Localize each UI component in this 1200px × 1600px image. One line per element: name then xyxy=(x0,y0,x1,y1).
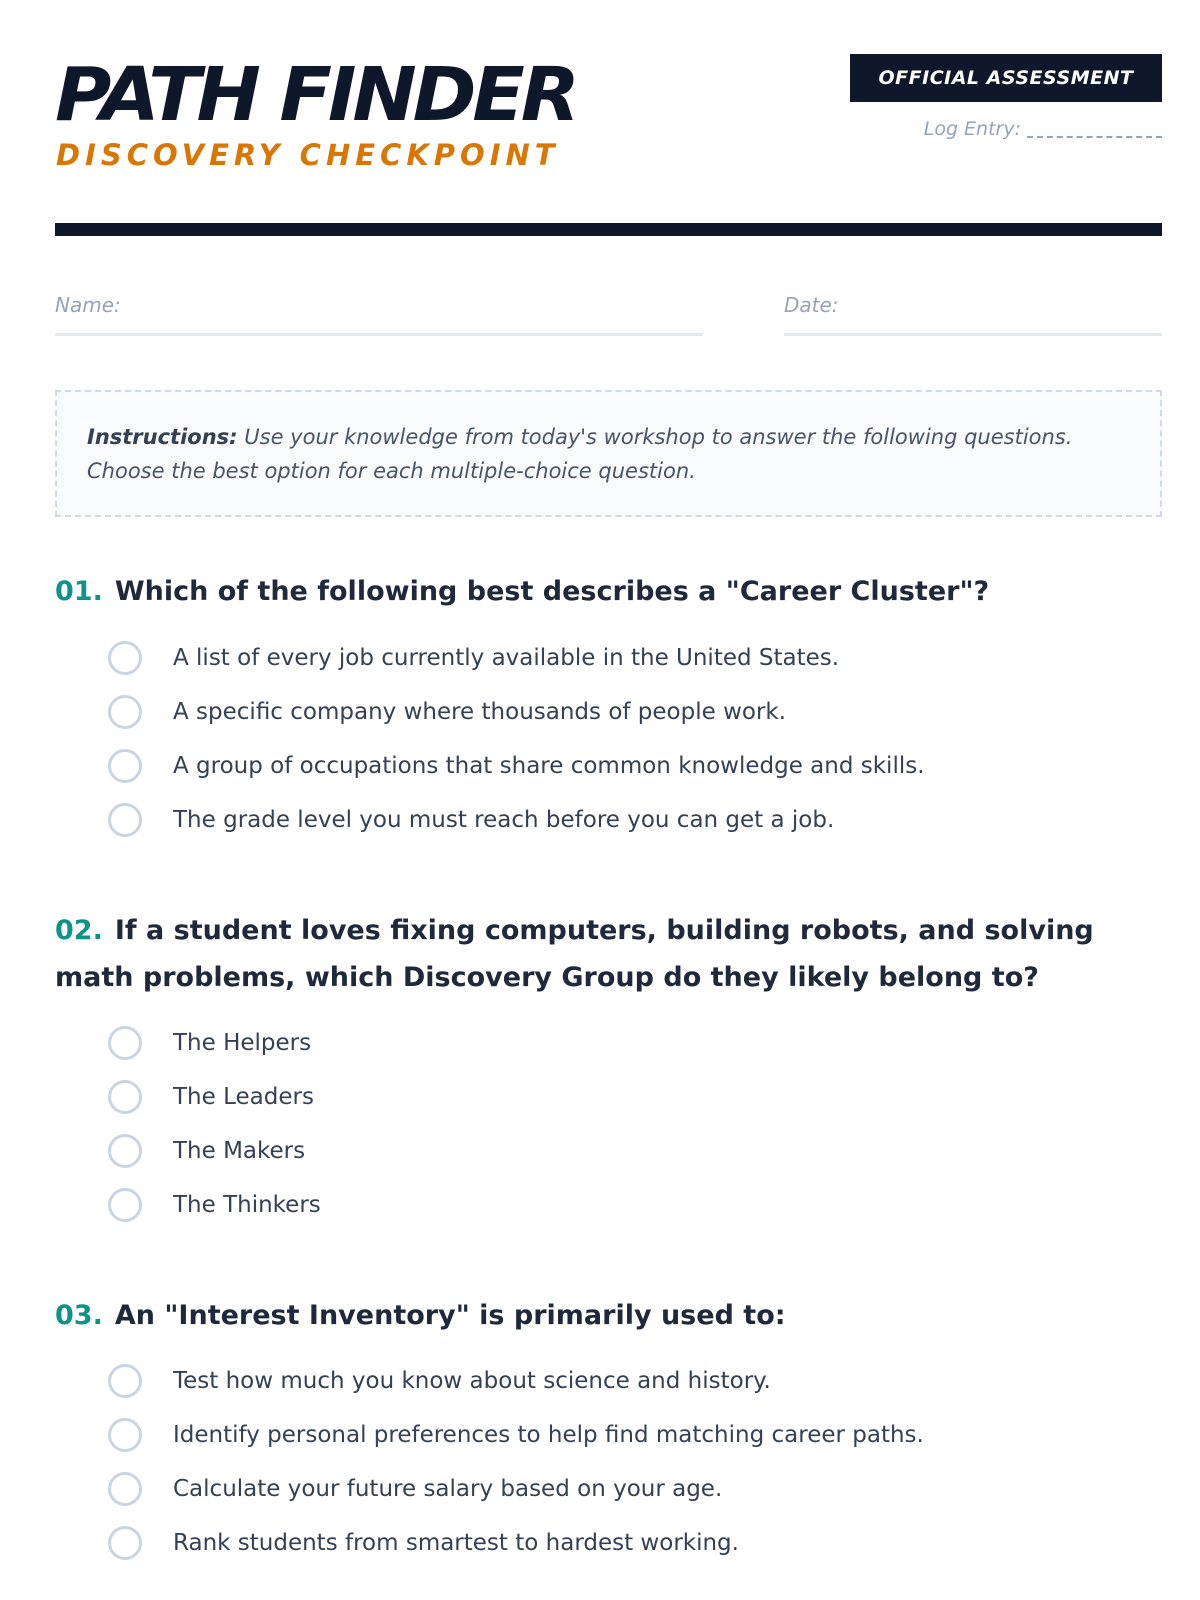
radio-button[interactable] xyxy=(108,1080,142,1114)
option-label: Calculate your future salary based on your age. xyxy=(173,1476,723,1502)
instructions-label: Instructions: xyxy=(87,425,238,449)
answer-option[interactable] xyxy=(108,1408,924,1462)
answer-option[interactable] xyxy=(108,1462,924,1516)
log-entry xyxy=(924,118,1162,140)
answer-option[interactable] xyxy=(108,631,925,685)
instructions-text: Use your knowledge from today's workshop to answer the following questions. Choose the best option for each multiple-choice question. xyxy=(87,425,1073,483)
question-number: 01. xyxy=(55,576,103,607)
question-2 xyxy=(55,907,1162,1001)
option-label: A list of every job currently available in the United States. xyxy=(173,645,840,671)
name-field[interactable] xyxy=(55,293,703,336)
log-entry-label: Log Entry: xyxy=(923,118,1021,140)
option-label: Rank students from smartest to hardest working. xyxy=(173,1530,739,1556)
date-field-label: Date: xyxy=(784,293,839,317)
answer-option[interactable] xyxy=(108,739,925,793)
option-label: A specific company where thousands of people work. xyxy=(173,699,787,725)
header-divider xyxy=(55,223,1162,236)
answer-option[interactable] xyxy=(108,1016,321,1070)
option-label: Identify personal preferences to help find matching career paths. xyxy=(173,1422,924,1448)
radio-button[interactable] xyxy=(108,695,142,729)
radio-button[interactable] xyxy=(108,1472,142,1506)
radio-button[interactable] xyxy=(108,1526,142,1560)
log-entry-line[interactable] xyxy=(1027,136,1162,138)
answer-option[interactable] xyxy=(108,1516,924,1570)
answer-option[interactable] xyxy=(108,1354,924,1408)
radio-button[interactable] xyxy=(108,1134,142,1168)
radio-button[interactable] xyxy=(108,1188,142,1222)
page-subtitle: DISCOVERY CHECKPOINT xyxy=(56,138,560,172)
radio-button[interactable] xyxy=(108,641,142,675)
question-text: Which of the following best describes a "Career Cluster"? xyxy=(114,576,990,607)
radio-button[interactable] xyxy=(108,749,142,783)
option-label: The Thinkers xyxy=(173,1192,321,1218)
question-1-options xyxy=(108,631,925,847)
name-field-label: Name: xyxy=(55,293,121,317)
answer-option[interactable] xyxy=(108,685,925,739)
option-label: The Leaders xyxy=(173,1084,314,1110)
option-label: The Helpers xyxy=(173,1030,312,1056)
question-3 xyxy=(55,1292,1162,1339)
question-1 xyxy=(55,568,1162,615)
date-field[interactable] xyxy=(784,293,1162,336)
instructions-box xyxy=(55,390,1162,517)
radio-button[interactable] xyxy=(108,803,142,837)
page-title: PATH FINDER xyxy=(55,52,576,138)
answer-option[interactable] xyxy=(108,1178,321,1232)
radio-button[interactable] xyxy=(108,1418,142,1452)
option-label: Test how much you know about science and history. xyxy=(173,1368,771,1394)
question-text: An "Interest Inventory" is primarily used to: xyxy=(114,1300,786,1331)
question-number: 03. xyxy=(55,1300,103,1331)
answer-option[interactable] xyxy=(108,1124,321,1178)
question-3-options xyxy=(108,1354,924,1570)
official-assessment-badge: OFFICIAL ASSESSMENT xyxy=(850,54,1162,102)
question-number: 02. xyxy=(55,915,103,946)
answer-option[interactable] xyxy=(108,1070,321,1124)
question-text: If a student loves fixing computers, building robots, and solving math problems, which Discovery Group do they likely belong to? xyxy=(55,915,1094,993)
radio-button[interactable] xyxy=(108,1026,142,1060)
radio-button[interactable] xyxy=(108,1364,142,1398)
option-label: The Makers xyxy=(173,1138,306,1164)
option-label: The grade level you must reach before you can get a job. xyxy=(173,807,835,833)
question-2-options xyxy=(108,1016,321,1232)
option-label: A group of occupations that share common knowledge and skills. xyxy=(173,753,925,779)
answer-option[interactable] xyxy=(108,793,925,847)
